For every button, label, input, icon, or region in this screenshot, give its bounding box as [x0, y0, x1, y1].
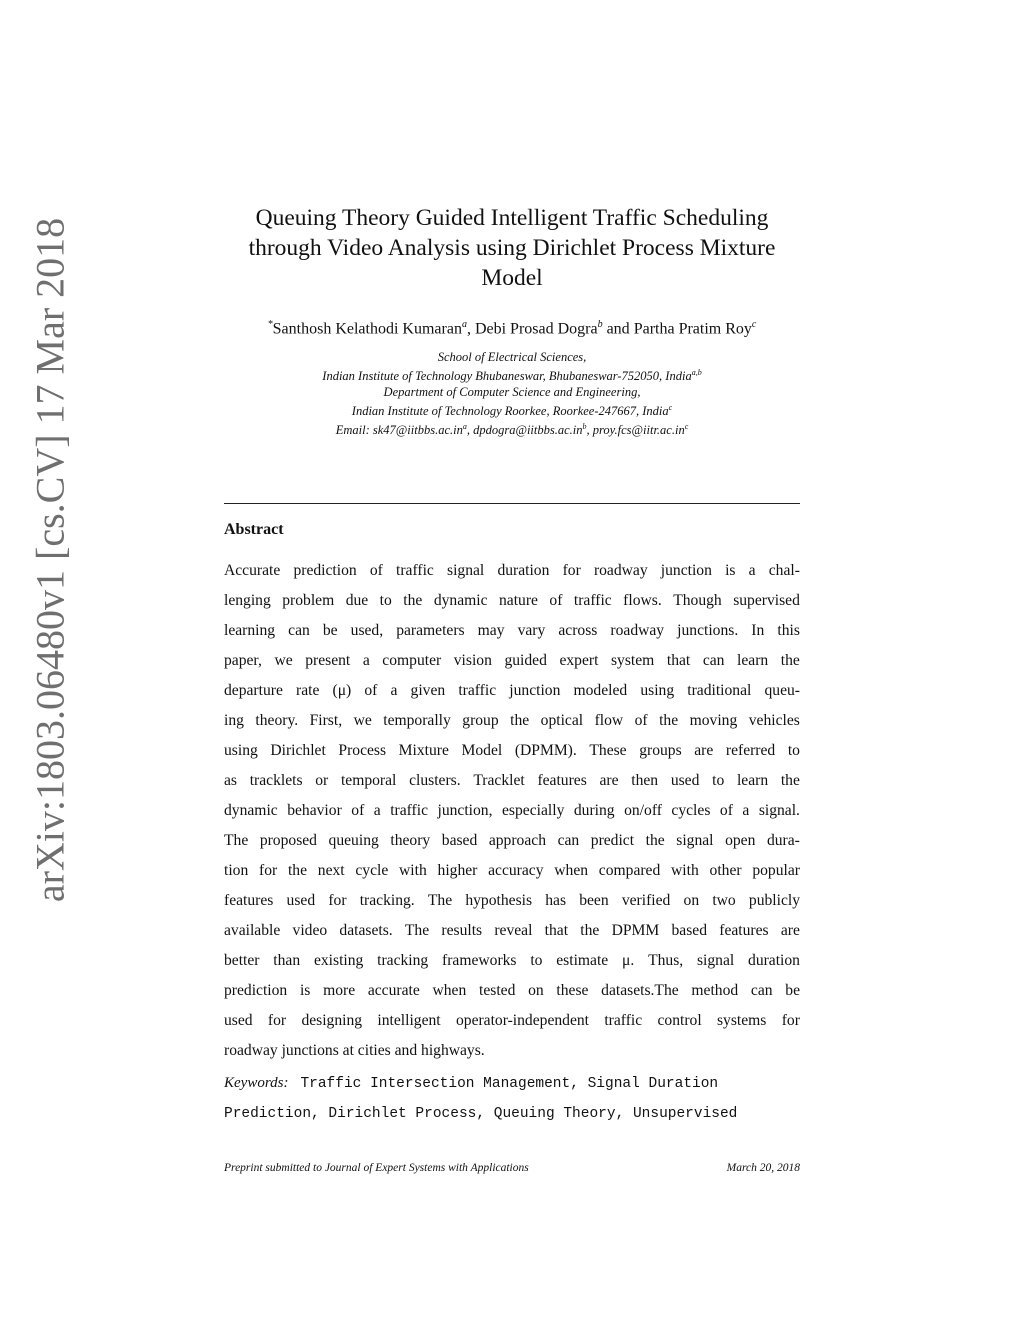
abstract-line: used for designing intelligent operator-independent traffic control systems for: [224, 1012, 800, 1029]
email-3-mark: c: [684, 422, 689, 432]
abstract-line: dynamic behavior of a traffic junction, especially during on/off cycles of a signal.: [224, 802, 800, 819]
keywords-block: [224, 1068, 800, 1128]
email-1: sk47@iitbbs.ac.in: [372, 423, 463, 438]
email-2: , dpdogra@iitbbs.ac.in: [466, 423, 583, 438]
affiliation-mark: c: [668, 403, 673, 413]
author-separator-and: and: [602, 320, 634, 338]
abstract-line: available video datasets. The results reveal that the DPMM based features are: [224, 922, 800, 939]
title-line-3: Model: [481, 265, 543, 291]
email-label: Email:: [335, 423, 373, 438]
abstract-line: paper, we present a computer vision guided expert system that can learn the: [224, 652, 800, 669]
email-2-mark: b: [582, 422, 587, 432]
abstract-line: features used for tracking. The hypothesis has been verified on two publicly: [224, 892, 800, 909]
abstract-line: departure rate (μ) of a given traffic junction modeled using traditional queu-: [224, 682, 800, 699]
author-1-affil: a: [461, 319, 467, 330]
affiliation-mark: a,b: [691, 368, 702, 377]
abstract-line: The proposed queuing theory based approach can predict the signal open dura-: [224, 832, 800, 849]
abstract-line: lenging problem due to the dynamic nature of traffic flows. Though supervised: [224, 592, 800, 609]
title-line-1: Queuing Theory Guided Intelligent Traffic Scheduling: [255, 205, 769, 231]
abstract-line: Accurate prediction of traffic signal duration for roadway junction is a chal-: [224, 562, 800, 579]
abstract-line: prediction is more accurate when tested on these datasets.The method can be: [224, 982, 800, 999]
footer-journal: Preprint submitted to Journal of Expert Systems with Applications: [224, 1162, 529, 1174]
author-2: Debi Prosad Dogra: [474, 320, 598, 338]
abstract-line: tion for the next cycle with higher accuracy when compared with other popular: [224, 862, 800, 879]
abstract-divider: [224, 503, 800, 504]
email-1-mark: a: [462, 422, 467, 432]
author-3-affil: c: [751, 319, 757, 330]
affiliation-line-2: [180, 365, 844, 384]
author-list: [180, 319, 844, 338]
footer-date: March 20, 2018: [726, 1162, 800, 1174]
keywords-text-1: Traffic Intersection Management, Signal Duration: [300, 1076, 719, 1092]
email-3: , proy.fcs@iitr.ac.in: [586, 423, 685, 438]
paper-title: [180, 203, 844, 293]
keywords-line-1: [224, 1068, 800, 1098]
abstract-line: roadway junctions at cities and highways.: [224, 1042, 485, 1059]
affiliation-text: Indian Institute of Technology Roorkee, Roorkee-247667, India: [351, 404, 669, 419]
email-line: [180, 419, 844, 438]
abstract-body: [224, 556, 800, 1066]
affiliation-line-4: [180, 400, 844, 419]
abstract-heading: Abstract: [224, 521, 284, 538]
corresponding-mark: *: [267, 319, 273, 330]
abstract-line: learning can be used, parameters may vary across roadway junctions. In this: [224, 622, 800, 639]
preprint-footer: [224, 1162, 800, 1174]
keywords-label: Keywords:: [224, 1075, 289, 1091]
affiliation-line-1: School of Electrical Sciences,: [437, 350, 587, 364]
abstract-line: ing theory. First, we temporally group the optical flow of the moving vehicles: [224, 712, 800, 729]
title-line-2: through Video Analysis using Dirichlet Process Mixture: [248, 235, 776, 261]
keywords-text-2: Prediction, Dirichlet Process, Queuing Theory, Unsupervised: [224, 1106, 738, 1122]
affiliation-text: Indian Institute of Technology Bhubaneswar, Bhubaneswar-752050, India: [322, 369, 692, 384]
abstract-line: better than existing tracking frameworks to estimate μ. Thus, signal duration: [224, 952, 800, 969]
author-2-affil: b: [597, 319, 603, 330]
arxiv-identifier: arXiv:1803.06480v1 [cs.CV] 17 Mar 2018: [27, 217, 73, 903]
keywords-line-2: [224, 1098, 800, 1128]
abstract-line: using Dirichlet Process Mixture Model (DPMM). These groups are referred to: [224, 742, 800, 759]
author-1: Santhosh Kelathodi Kumaran: [272, 320, 462, 338]
author-3: Partha Pratim Roy: [633, 320, 752, 338]
affiliation-line-3: Department of Computer Science and Engineering,: [383, 385, 641, 400]
author-separator: ,: [466, 320, 475, 338]
abstract-line: as tracklets or temporal clusters. Tracklet features are then used to learn the: [224, 772, 800, 789]
affiliations: [180, 349, 844, 438]
